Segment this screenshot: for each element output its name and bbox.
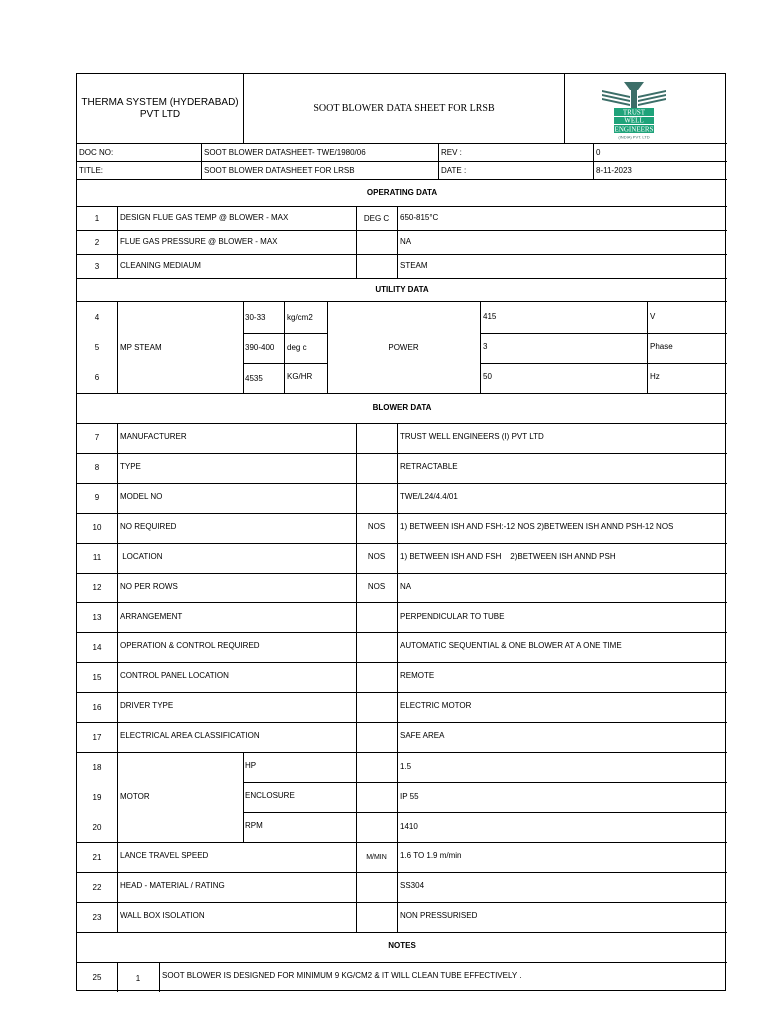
divider xyxy=(77,254,727,255)
company-name: THERMA SYSTEM (HYDERABAD) PVT LTD xyxy=(81,96,239,120)
row-description: HEAD - MATERIAL / RATING xyxy=(120,881,225,890)
divider xyxy=(77,902,727,903)
divider xyxy=(117,301,118,393)
divider xyxy=(117,423,118,932)
row-number: 12 xyxy=(92,583,102,592)
motor-param: HP xyxy=(245,761,257,770)
row-value: SS304 xyxy=(400,881,425,890)
row-value: REMOTE xyxy=(400,671,435,680)
row-description: LANCE TRAVEL SPEED xyxy=(120,851,209,860)
doc-no-value: SOOT BLOWER DATASHEET- TWE/1980/06 xyxy=(204,148,366,157)
divider xyxy=(397,423,398,932)
logo-text-line-4: (INDIA) PVT. LTD xyxy=(618,134,650,140)
trust-well-engineers-logo xyxy=(594,80,674,140)
row-number: 19 xyxy=(92,793,102,802)
row-number: 15 xyxy=(92,673,102,682)
divider xyxy=(77,161,727,162)
row-number: 17 xyxy=(92,733,102,742)
row-number: 18 xyxy=(92,763,102,772)
row-description: DRIVER TYPE xyxy=(120,701,174,710)
power-value: 3 xyxy=(483,342,488,351)
row-number: 22 xyxy=(92,883,102,892)
divider xyxy=(77,483,727,484)
steam-value: 30-33 xyxy=(245,313,266,322)
logo-text-line-2: WELL xyxy=(624,116,644,125)
power-value: 50 xyxy=(483,372,492,381)
row-value: 1410 xyxy=(400,822,418,831)
row-number: 6 xyxy=(94,373,100,382)
row-unit: NOS xyxy=(367,522,386,531)
divider xyxy=(480,363,727,364)
logo-text-line-1: TRUST xyxy=(622,108,646,117)
row-number: 20 xyxy=(92,823,102,832)
row-number: 9 xyxy=(94,493,100,502)
row-description: WALL BOX ISOLATION xyxy=(120,911,205,920)
divider xyxy=(77,393,727,394)
row-description: MANUFACTURER xyxy=(120,432,187,441)
divider xyxy=(564,74,565,143)
row-description: DESIGN FLUE GAS TEMP @ BLOWER - MAX xyxy=(120,213,289,222)
row-value: TWE/L24/4.4/01 xyxy=(400,492,458,501)
row-description: MODEL NO xyxy=(120,492,163,501)
row-unit: NOS xyxy=(367,582,386,591)
row-description: CLEANING MEDIAUM xyxy=(120,261,201,270)
row-value: 650-815°C xyxy=(400,213,439,222)
divider xyxy=(77,143,727,144)
row-description: LOCATION xyxy=(120,552,163,561)
divider xyxy=(77,692,727,693)
divider xyxy=(243,782,727,783)
row-value: STEAM xyxy=(400,261,428,270)
divider xyxy=(77,752,727,753)
row-value: SAFE AREA xyxy=(400,731,445,740)
note-index: 1 xyxy=(135,974,141,983)
row-number: 4 xyxy=(94,313,100,322)
divider xyxy=(243,363,327,364)
row-value: PERPENDICULAR TO TUBE xyxy=(400,612,505,621)
divider xyxy=(77,962,727,963)
note-text: SOOT BLOWER IS DESIGNED FOR MINIMUM 9 KG/CM2 & IT WILL CLEAN TUBE EFFECTIVELY . xyxy=(162,971,522,980)
section-blower-data: BLOWER DATA xyxy=(372,403,432,412)
row-value: ELECTRIC MOTOR xyxy=(400,701,472,710)
divider xyxy=(284,301,285,393)
section-operating-data: OPERATING DATA xyxy=(366,188,438,197)
row-value: 1) BETWEEN ISH AND FSH 2)BETWEEN ISH ANND PSH xyxy=(400,552,616,561)
divider xyxy=(243,752,244,842)
mp-steam-label: MP STEAM xyxy=(120,343,162,352)
row-value: AUTOMATIC SEQUENTIAL & ONE BLOWER AT A ONE TIME xyxy=(400,641,622,650)
divider xyxy=(77,602,727,603)
divider xyxy=(77,543,727,544)
document-title: SOOT BLOWER DATA SHEET FOR LRSB xyxy=(313,103,495,114)
doc-no-label: DOC NO: xyxy=(79,148,114,157)
steam-unit: KG/HR xyxy=(287,372,313,381)
row-unit: NOS xyxy=(367,552,386,561)
motor-label: MOTOR xyxy=(120,792,150,801)
divider xyxy=(77,573,727,574)
row-unit: M/MIN xyxy=(366,854,387,861)
section-notes: NOTES xyxy=(388,941,416,950)
logo-text-line-3: ENGINEERS xyxy=(614,125,654,134)
divider xyxy=(201,143,202,179)
row-number: 7 xyxy=(94,433,100,442)
row-description: NO PER ROWS xyxy=(120,582,178,591)
divider xyxy=(77,932,727,933)
divider xyxy=(77,278,727,279)
title-label: TITLE: xyxy=(79,166,104,175)
divider xyxy=(593,143,594,179)
row-value: NA xyxy=(400,582,412,591)
steam-value: 4535 xyxy=(245,374,263,383)
row-number: 14 xyxy=(92,643,102,652)
divider xyxy=(438,143,439,179)
power-value: 415 xyxy=(483,312,497,321)
divider xyxy=(243,812,727,813)
row-number: 1 xyxy=(94,214,100,223)
row-value: NA xyxy=(400,237,412,246)
rev-label: REV : xyxy=(441,148,462,157)
row-unit: DEG C xyxy=(363,214,390,223)
row-description: CONTROL PANEL LOCATION xyxy=(120,671,229,680)
row-number: 16 xyxy=(92,703,102,712)
steam-unit: kg/cm2 xyxy=(287,313,313,322)
row-value: NON PRESSURISED xyxy=(400,911,478,920)
row-value: RETRACTABLE xyxy=(400,462,458,471)
divider xyxy=(77,513,727,514)
section-utility-data: UTILITY DATA xyxy=(375,285,429,294)
divider xyxy=(397,206,398,278)
divider xyxy=(77,453,727,454)
row-number: 25 xyxy=(92,973,102,982)
divider xyxy=(77,662,727,663)
date-label: DATE : xyxy=(441,166,467,175)
row-number: 13 xyxy=(92,613,102,622)
divider xyxy=(77,179,727,180)
divider xyxy=(77,206,727,207)
row-value: 1) BETWEEN ISH AND FSH:-12 NOS 2)BETWEEN ISH ANND PSH-12 NOS xyxy=(400,522,674,531)
row-description: ELECTRICAL AREA CLASSIFICATION xyxy=(120,731,260,740)
divider xyxy=(480,333,727,334)
row-description: NO REQUIRED xyxy=(120,522,177,531)
row-description: FLUE GAS PRESSURE @ BLOWER - MAX xyxy=(120,237,278,246)
divider xyxy=(77,722,727,723)
divider xyxy=(243,301,244,393)
divider xyxy=(77,423,727,424)
date-value: 8-11-2023 xyxy=(596,166,632,175)
row-number: 10 xyxy=(92,523,102,532)
divider xyxy=(480,301,481,393)
data-sheet xyxy=(76,73,726,991)
motor-param: ENCLOSURE xyxy=(245,791,295,800)
divider xyxy=(647,301,648,393)
row-description: TYPE xyxy=(120,462,141,471)
row-description: OPERATION & CONTROL REQUIRED xyxy=(120,641,260,650)
row-value: IP 55 xyxy=(400,792,419,801)
divider xyxy=(77,301,727,302)
divider xyxy=(117,206,118,278)
row-number: 21 xyxy=(92,853,102,862)
row-number: 3 xyxy=(94,262,100,271)
row-value: 1.5 xyxy=(400,762,412,771)
divider xyxy=(159,962,160,992)
power-unit: Phase xyxy=(650,342,673,351)
rev-value: 0 xyxy=(596,148,601,157)
power-unit: Hz xyxy=(650,372,660,381)
row-number: 23 xyxy=(92,913,102,922)
steam-unit: deg c xyxy=(287,343,307,352)
row-value: 1.6 TO 1.9 m/min xyxy=(400,851,462,860)
power-label: POWER xyxy=(388,343,419,352)
row-description: ARRANGEMENT xyxy=(120,612,183,621)
divider xyxy=(77,632,727,633)
row-number: 2 xyxy=(94,238,100,247)
row-number: 11 xyxy=(92,553,102,562)
row-value: TRUST WELL ENGINEERS (I) PVT LTD xyxy=(400,432,544,441)
divider xyxy=(77,230,727,231)
power-unit: V xyxy=(650,312,656,321)
steam-value: 390-400 xyxy=(245,343,275,352)
divider xyxy=(77,842,727,843)
row-number: 8 xyxy=(94,463,100,472)
divider xyxy=(77,872,727,873)
title-value: SOOT BLOWER DATASHEET FOR LRSB xyxy=(204,166,355,175)
divider xyxy=(243,333,327,334)
motor-param: RPM xyxy=(245,821,263,830)
row-number: 5 xyxy=(94,343,100,352)
